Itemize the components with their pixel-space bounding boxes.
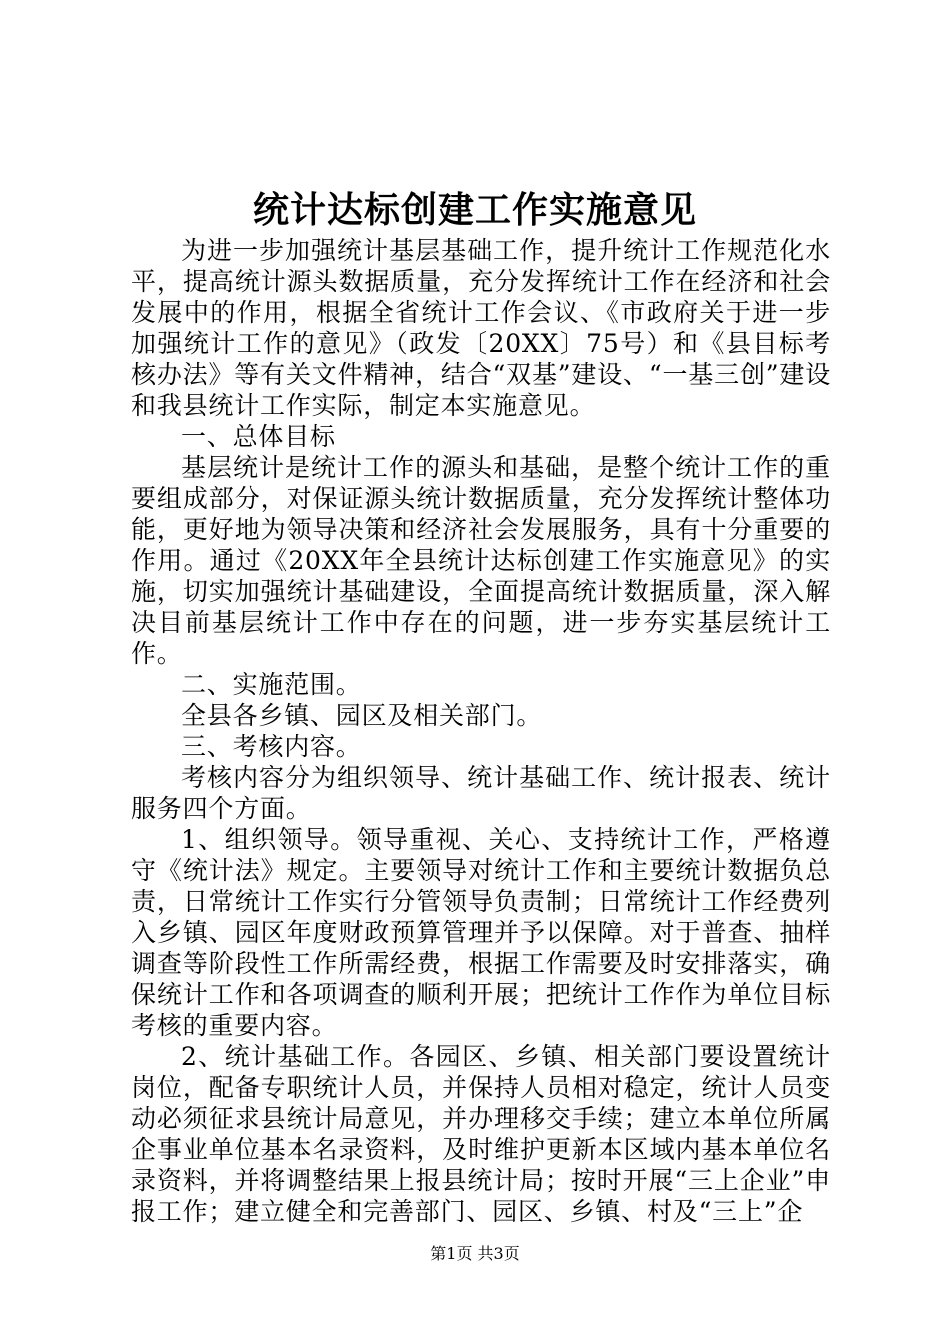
paragraph-organization-leadership: 1、组织领导。领导重视、关心、支持统计工作，严格遵守《统计法》规定。主要领导对统计工作和主要统计数据负总责，日常统计工作实行分管领导负责制；日常统计工作经费列入乡镇、园区年度财政预算管理并予以保障。对于普查、抽样调查等阶段性工作所需经费，根据工作需要及时安排落实，确保统计工作和各项调查的顺利开展；把统计工作作为单位目标考核的重要内容。 <box>131 825 831 1040</box>
paragraph-intro: 为进一步加强统计基层基础工作，提升统计工作规范化水平，提高统计源头数据质量，充分发挥统计工作在经济和社会发展中的作用，根据全省统计工作会议、《市政府关于进一步加强统计工作的意见》（政发〔20XX〕75号）和《县目标考核办法》等有关文件精神，结合“双基”建设、“一基三创”建设和我县统计工作实际，制定本实施意见。 <box>131 236 831 420</box>
heading-assessment-content: 三、考核内容。 <box>181 732 362 761</box>
paragraph-overall-goal: 基层统计是统计工作的源头和基础，是整个统计工作的重要组成部分，对保证源头统计数据质量，充分发挥统计整体功能，更好地为领导决策和经济社会发展服务，具有十分重要的作用。通过《20XX年全县统计达标创建工作实施意见》的实施，切实加强统计基础建设，全面提高统计数据质量，深入解决目前基层统计工作中存在的问题，进一步夯实基层统计工作。 <box>131 453 831 668</box>
document-title: 统计达标创建工作实施意见 <box>252 189 697 231</box>
paragraph-scope: 全县各乡镇、园区及相关部门。 <box>181 701 543 730</box>
document-body <box>131 235 831 1227</box>
heading-scope: 二、实施范围。 <box>181 670 362 699</box>
heading-overall-goal: 一、总体目标 <box>181 422 336 451</box>
paragraph-assessment-content: 考核内容分为组织领导、统计基础工作、统计报表、统计服务四个方面。 <box>131 763 831 823</box>
paragraph-statistical-foundation: 2、统计基础工作。各园区、乡镇、相关部门要设置统计岗位，配备专职统计人员，并保持人员相对稳定，统计人员变动必须征求县统计局意见，并办理移交手续；建立本单位所属企事业单位基本名录资料，及时维护更新本区域内基本单位名录资料，并将调整结果上报县统计局；按时开展“三上企业”申报工作；建立健全和完善部门、园区、乡镇、村及“三上”企 <box>131 1042 831 1226</box>
page-footer: 第1页 共3页 <box>430 1244 520 1263</box>
